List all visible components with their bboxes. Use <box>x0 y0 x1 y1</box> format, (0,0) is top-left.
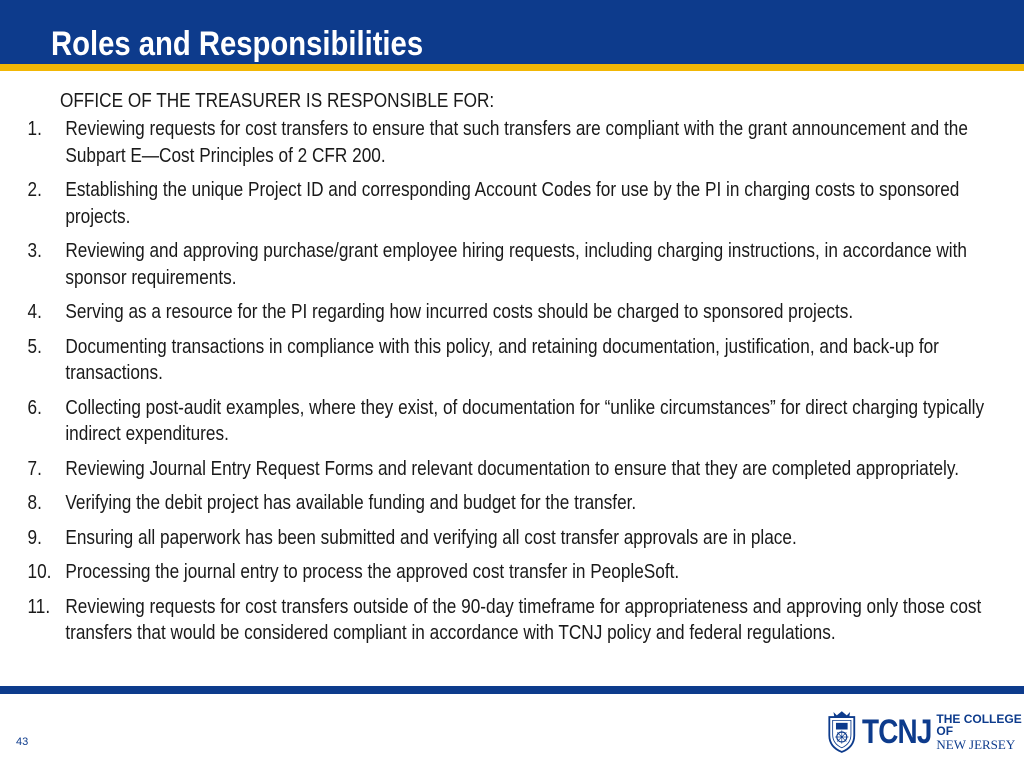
slide-title: Roles and Responsibilities <box>51 25 424 63</box>
list-item <box>0 594 998 647</box>
logo-subtitle-line2: NEW JERSEY <box>936 736 1016 752</box>
item-number: 10. <box>27 561 52 583</box>
item-text: Verifying the debit project has available funding and budget for the transfer. <box>65 492 637 514</box>
item-text: Reviewing requests for cost transfers to ensure that such transfers are compliant with the grant announcement and the Subpart E—Cost Principles of 2 CFR 200. <box>65 118 968 167</box>
footer-rule <box>0 686 1024 694</box>
item-number: 1. <box>27 118 42 140</box>
list-item <box>0 395 998 448</box>
item-number: 5. <box>27 335 42 358</box>
logo-wordmark: TCNJ <box>861 713 932 751</box>
list-item <box>0 299 998 326</box>
item-number: 11. <box>27 595 51 618</box>
item-number: 7. <box>27 457 42 480</box>
list-item <box>0 238 998 291</box>
item-text: Ensuring all paperwork has been submitted and verifying all cost transfer approvals are in place. <box>65 526 797 549</box>
item-number: 9. <box>27 526 42 549</box>
item-number: 8. <box>27 492 42 514</box>
item-number: 2. <box>27 179 42 201</box>
list-item <box>0 559 998 586</box>
list-item <box>0 525 998 552</box>
list-item <box>0 177 998 230</box>
list-item <box>0 456 998 483</box>
college-seal-icon <box>826 706 858 758</box>
item-number: 4. <box>27 301 42 323</box>
list-item <box>0 334 998 387</box>
item-text: Reviewing requests for cost transfers outside of the 90-day timeframe for appropriateness and approving only those cost transfers that would be considered compliant in accordance with TCNJ policy and federal regulations. <box>65 595 982 644</box>
item-number: 3. <box>27 240 42 262</box>
responsibilities-list <box>0 116 998 655</box>
item-text: Documenting transactions in compliance with this policy, and retaining documentation, justification, and back-up for transactions. <box>65 335 939 384</box>
item-text: Processing the journal entry to process the approved cost transfer in PeopleSoft. <box>65 561 680 583</box>
list-item <box>0 116 998 169</box>
item-number: 6. <box>27 396 42 419</box>
logo-subtitle <box>936 713 1024 752</box>
logo-subtitle-line1: THE COLLEGE OF <box>936 711 1022 739</box>
item-text: Establishing the unique Project ID and corresponding Account Codes for use by the PI in charging costs to sponsored projects. <box>65 179 960 228</box>
list-item <box>0 490 998 517</box>
intro-heading: OFFICE OF THE TREASURER IS RESPONSIBLE FOR: <box>60 90 495 112</box>
item-text: Collecting post-audit examples, where they exist, of documentation for “unlike circumstances” for direct charging typically indirect expenditures. <box>65 396 985 445</box>
item-text: Reviewing and approving purchase/grant employee hiring requests, including charging instructions, in accordance with sponsor requirements. <box>65 240 967 289</box>
item-text: Reviewing Journal Entry Request Forms and relevant documentation to ensure that they are completed appropriately. <box>65 457 959 480</box>
item-text: Serving as a resource for the PI regarding how incurred costs should be charged to sponsored projects. <box>65 301 854 323</box>
page-number: 43 <box>16 736 29 748</box>
tcnj-logo <box>826 704 1024 760</box>
